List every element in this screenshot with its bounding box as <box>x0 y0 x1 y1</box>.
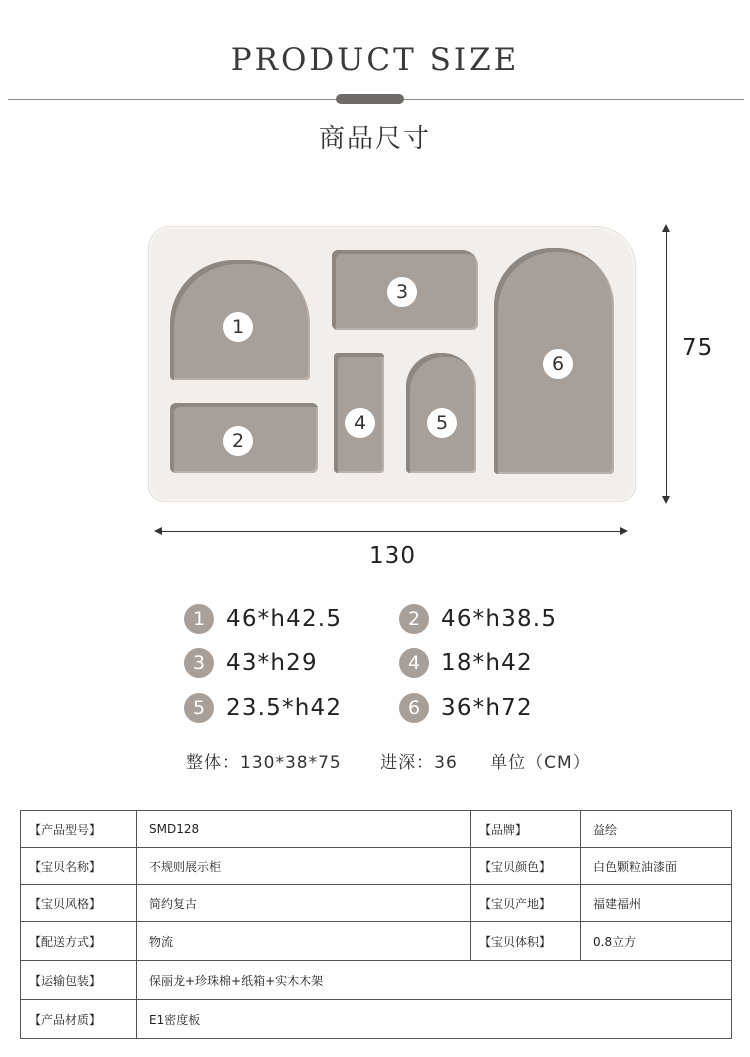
table-row <box>21 1000 732 1039</box>
height-dimension-label: 75 <box>682 335 714 361</box>
compartment-number: 3 <box>387 277 417 307</box>
param-key: 【宝贝产地】 <box>471 885 581 922</box>
param-value: E1密度板 <box>137 1000 732 1039</box>
param-value: 白色颗粒油漆面 <box>581 848 732 885</box>
spec-item <box>184 603 342 635</box>
spec-value: 43*h29 <box>226 650 318 676</box>
width-dimension-line <box>160 531 622 532</box>
spec-value: 46*h38.5 <box>441 606 558 632</box>
spec-value: 23.5*h42 <box>226 695 343 721</box>
arrow-left-icon <box>154 527 162 535</box>
param-value: 物流 <box>137 922 471 961</box>
param-value: 0.8立方 <box>581 922 732 961</box>
compartment-number: 4 <box>345 408 375 438</box>
param-key: 【宝贝名称】 <box>21 848 137 885</box>
table-row <box>21 811 732 848</box>
overall-dimensions <box>186 748 591 773</box>
product-params-table <box>20 810 732 1039</box>
param-value: SMD128 <box>137 811 471 848</box>
param-key: 【配送方式】 <box>21 922 137 961</box>
spec-item <box>399 692 533 724</box>
arrow-up-icon <box>662 224 670 232</box>
overall-depth: 进深：36 <box>380 753 458 773</box>
overall-size: 整体：130*38*75 <box>186 753 342 773</box>
param-key: 【产品型号】 <box>21 811 137 848</box>
cabinet-drawing <box>148 226 636 502</box>
table-row <box>21 961 732 1000</box>
param-value: 保丽龙+珍珠棉+纸箱+实木木架 <box>137 961 732 1000</box>
spec-number-badge: 2 <box>399 604 429 634</box>
table-row <box>21 848 732 885</box>
param-key: 【宝贝风格】 <box>21 885 137 922</box>
spec-value: 46*h42.5 <box>226 606 343 632</box>
width-dimension-label: 130 <box>369 543 416 569</box>
param-value: 不规则展示柜 <box>137 848 471 885</box>
compartment-number: 6 <box>543 349 573 379</box>
spec-number-badge: 3 <box>184 648 214 678</box>
page-subtitle: 商品尺寸 <box>318 124 431 154</box>
header-pill-decoration <box>336 94 404 104</box>
page-title: PRODUCT SIZE <box>230 42 520 78</box>
param-value: 福建福州 <box>581 885 732 922</box>
compartment-number: 1 <box>223 312 253 342</box>
param-key: 【运输包装】 <box>21 961 137 1000</box>
arrow-right-icon <box>620 527 628 535</box>
spec-number-badge: 4 <box>399 648 429 678</box>
param-value: 益绘 <box>581 811 732 848</box>
spec-item <box>184 692 342 724</box>
spec-item <box>399 647 533 679</box>
param-key: 【产品材质】 <box>21 1000 137 1039</box>
spec-item <box>184 647 318 679</box>
height-dimension-line <box>666 228 667 500</box>
arrow-down-icon <box>662 496 670 504</box>
param-value: 简约复古 <box>137 885 471 922</box>
compartment-number: 5 <box>427 408 457 438</box>
compartment-number: 2 <box>223 426 253 456</box>
table-row <box>21 885 732 922</box>
spec-number-badge: 6 <box>399 693 429 723</box>
spec-number-badge: 1 <box>184 604 214 634</box>
spec-value: 36*h72 <box>441 695 533 721</box>
param-key: 【品牌】 <box>471 811 581 848</box>
spec-number-badge: 5 <box>184 693 214 723</box>
spec-item <box>399 603 557 635</box>
spec-value: 18*h42 <box>441 650 533 676</box>
param-key: 【宝贝颜色】 <box>471 848 581 885</box>
param-key: 【宝贝体积】 <box>471 922 581 961</box>
table-row <box>21 922 732 961</box>
overall-unit: 单位（CM） <box>490 753 591 773</box>
